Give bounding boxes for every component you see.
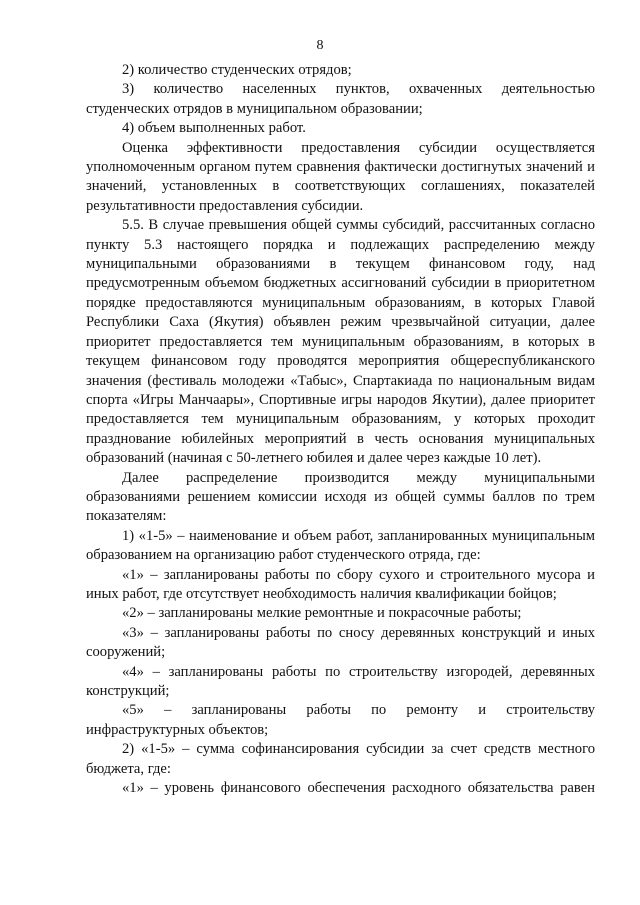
page-number: 8 [316,38,324,53]
paragraph-efficiency-assessment: Оценка эффективности предоставления субсидии осуществляется уполномоченным органом путем сравнения фактически достигнутых значений и значений, установленных в соответствующих соглашениях, показателей результативности предоставления субсидии. [86,139,595,214]
paragraph-item-3: 3) количество населенных пунктов, охваченных деятельностью студенческих отрядов в муниципальном образовании; [86,81,595,117]
document-body [86,61,595,798]
paragraph-criterion-2-score-1: «1» – уровень финансового обеспечения расходного обязательства равен [122,780,595,797]
paragraph-score-4: «4» – запланированы работы по строительству изгородей, деревянных конструкций; [86,663,595,699]
paragraph-criterion-1: 1) «1-5» – наименование и объем работ, запланированных муниципальным образованием на организацию работ студенческого отряда, где: [86,527,595,564]
paragraph-score-2: «2» – запланированы мелкие ремонтные и покрасочные работы; [122,605,522,622]
paragraph-item-2: 2) количество студенческих отрядов; [122,62,352,78]
paragraph-distribution: Далее распределение производится между муниципальными образованиями решением комиссии исходя из общей суммы баллов по трем показателям: [86,469,595,525]
paragraph-score-5: «5» – запланированы работы по ремонту и строительству инфраструктурных объектов; [86,702,595,738]
paragraph-5-5: 5.5. В случае превышения общей суммы субсидий, рассчитанных согласно пункту 5.3 настоящего порядка и подлежащих распределению между муниципальными образованиями в текущем финансовом году, над предусмотренным объемом бюджетных ассигнований субсидии в приоритетном порядке предоставляются муниципальным образованиям, в которых Главой Республики Саха (Якутия) объявлен режим чрезвычайной ситуации, далее приоритет предоставляется тем муниципальным образованиям, в которых в текущем финансовом году проводятся мероприятия общереспубликанского значения (фестиваль молодежи «Табыс», Спартакиада по национальным видам спорта «Игры Манчаары», Спортивные игры народов Якутии), далее приоритет предоставляется тем муниципальным образованиям, у которых проходит празднование юбилейных мероприятий в честь основания муниципальных образований (начиная с 50-летнего юбилея и далее через каждые 10 лет). [86,217,595,467]
paragraph-item-4: 4) объем выполненных работ. [122,120,306,137]
paragraph-score-3: «3» – запланированы работы по сносу деревянных конструкций и иных сооружений; [86,624,595,661]
paragraph-score-1: «1» – запланированы работы по сбору сухого и строительного мусора и иных работ, где отсутствует необходимость наличия квалификации бойцов; [86,566,595,602]
paragraph-criterion-2: 2) «1-5» – сумма софинансирования субсидии за счет средств местного бюджета, где: [86,741,595,777]
